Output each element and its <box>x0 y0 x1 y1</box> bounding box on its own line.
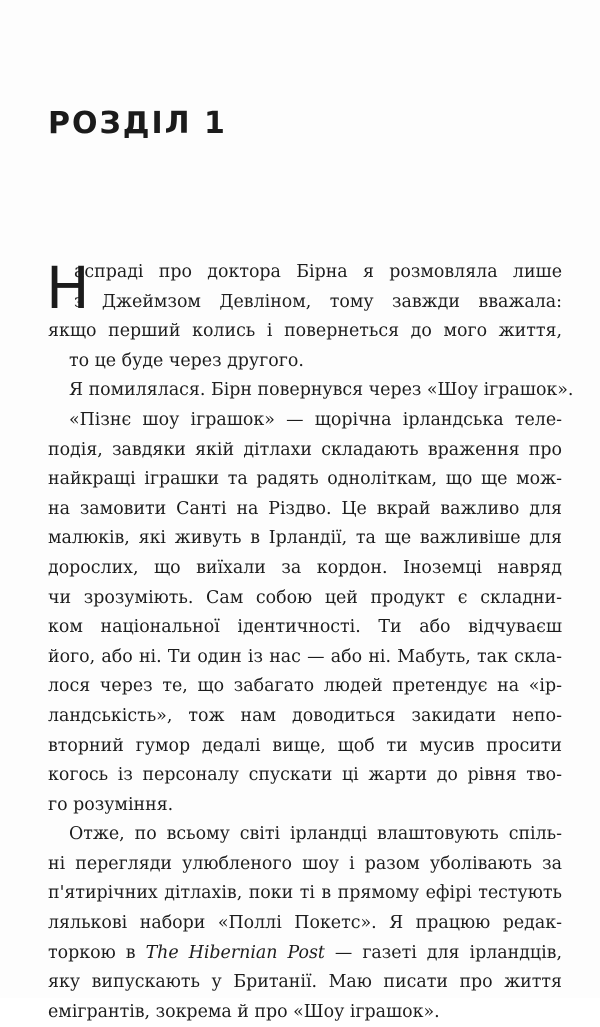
text-line: на замовити Санті на Різдво. Це вкрай важливо для <box>48 498 562 519</box>
text-line: лялькові набори «Поллі Покетс». Я працюю редак- <box>48 913 562 934</box>
text-line: подія, завдяки якій дітлахи складають враження про <box>48 439 562 460</box>
text-line: ком національної ідентичності. Ти або відчуваєш <box>48 617 562 638</box>
text-line: «Пізнє шоу іграшок» — щорічна ірландська теле- <box>69 409 562 430</box>
text-line: найкращі іграшки та радять одноліткам, що ще мож- <box>48 469 562 490</box>
text-line: якщо перший колись і повернеться до мого життя, <box>48 321 562 342</box>
text-line: дорослих, що виїхали за кордон. Іноземці навряд <box>48 557 562 578</box>
text-line: чи зрозуміють. Сам собою цей продукт є складни- <box>48 587 562 608</box>
newspaper-title: The Hibernian Post <box>145 942 325 963</box>
text-line: ні перегляди улюбленого шоу і разом уболівають за <box>48 853 562 874</box>
drop-cap: Н <box>46 254 90 322</box>
text-line: Отже, по всьому світі ірландці влаштовують спіль- <box>69 824 562 845</box>
text-segment: — газеті для ірландців, <box>334 942 563 963</box>
chapter-body <box>46 254 574 1027</box>
text-line-mixed <box>48 939 562 969</box>
text-line: п'ятирічних дітлахів, поки ті в прямому ефірі тестують <box>48 883 562 904</box>
text-line: когось із персоналу спускати ці жарти до рівня тво- <box>48 765 562 786</box>
text-line: емігрантів, зокрема й про «Шоу іграшок». <box>48 1001 440 1022</box>
text-segment: торкою в <box>48 942 136 963</box>
text-line: його, або ні. Ти один із нас — або ні. Мабуть, так скла- <box>48 646 562 667</box>
text-line: з Джеймзом Девліном, тому завжди вважала: <box>74 291 562 312</box>
text-line: яку випускають у Британії. Маю писати про життя <box>48 972 562 993</box>
text-line: го розуміння. <box>48 794 174 815</box>
text-line: аспраді про доктора Бірна я розмовляла лише <box>74 262 562 282</box>
text-line: то це буде через другого. <box>69 350 304 371</box>
text-line: вторний гумор дедалі вище, щоб ти мусив просити <box>48 735 562 756</box>
text-line: лося через те, що забагато людей претендує на «ір- <box>48 676 562 697</box>
chapter-title: РОЗДІЛ 1 <box>48 106 227 141</box>
text-line: малюків, які живуть в Ірландії, та ще важливіше для <box>48 528 562 549</box>
text-line: ландськість», тож нам доводиться закидати непо- <box>48 705 562 726</box>
text-line: Я помилялася. Бірн повернувся через «Шоу іграшок». <box>69 380 574 401</box>
